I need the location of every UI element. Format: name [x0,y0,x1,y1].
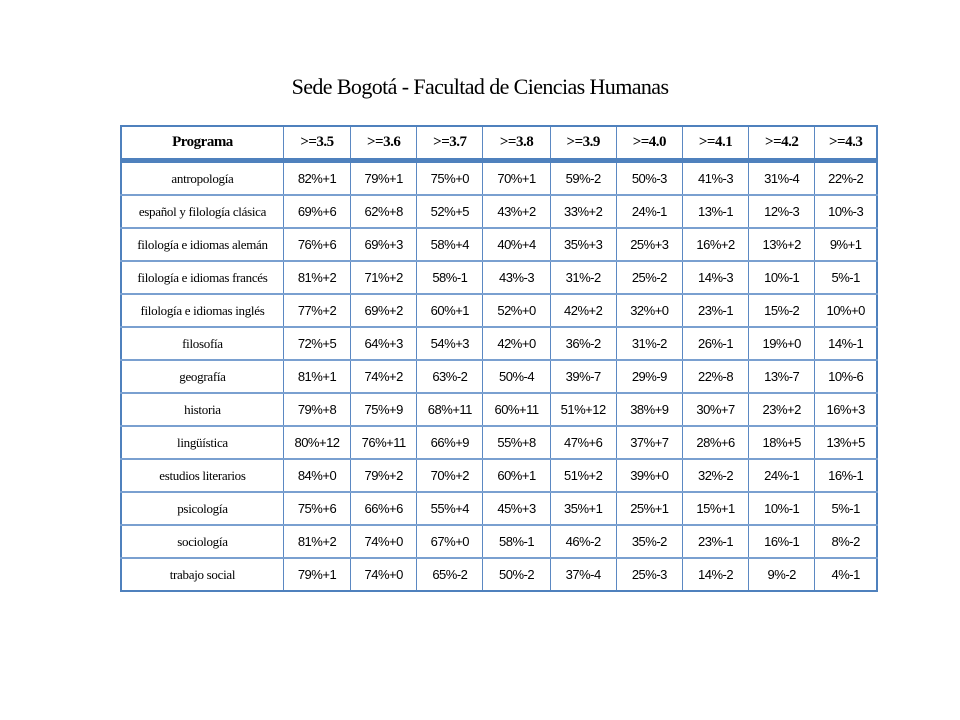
table-row [121,294,877,327]
program-name-cell: geografía [121,360,283,393]
table-row [121,261,877,294]
percentage-cell: 74%+0 [351,558,417,591]
percentage-cell: 55%+4 [417,492,483,525]
percentage-cell: 42%+0 [483,327,550,360]
percentage-cell: 25%+1 [616,492,682,525]
percentage-cell: 69%+3 [351,228,417,261]
program-name-cell: antropología [121,161,283,196]
column-header-programa: Programa [121,126,283,161]
percentage-cell: 35%-2 [616,525,682,558]
percentage-cell: 79%+1 [283,558,350,591]
table-row [121,228,877,261]
percentage-cell: 14%-1 [815,327,877,360]
percentage-cell: 45%+3 [483,492,550,525]
percentage-cell: 76%+11 [351,426,417,459]
percentage-cell: 58%+4 [417,228,483,261]
percentage-cell: 71%+2 [351,261,417,294]
percentage-cell: 31%-2 [616,327,682,360]
column-header-threshold: >=3.6 [351,126,417,161]
percentage-cell: 77%+2 [283,294,350,327]
percentage-cell: 43%+2 [483,195,550,228]
percentage-cell: 13%+5 [815,426,877,459]
percentage-cell: 46%-2 [550,525,616,558]
percentage-cell: 51%+12 [550,393,616,426]
percentage-cell: 68%+11 [417,393,483,426]
percentage-cell: 18%+5 [749,426,815,459]
percentage-cell: 50%-3 [616,161,682,196]
percentage-cell: 32%-2 [682,459,748,492]
percentage-cell: 70%+2 [417,459,483,492]
table-body [121,161,877,592]
percentage-cell: 75%+6 [283,492,350,525]
percentage-cell: 16%-1 [815,459,877,492]
column-header-threshold: >=4.2 [749,126,815,161]
percentage-cell: 65%-2 [417,558,483,591]
percentage-cell: 79%+1 [351,161,417,196]
percentage-cell: 58%-1 [483,525,550,558]
table-row [121,195,877,228]
percentage-cell: 64%+3 [351,327,417,360]
table-row [121,360,877,393]
program-name-cell: trabajo social [169,566,236,582]
percentage-cell: 10%+0 [815,294,877,327]
program-name-cell: lingüística [121,426,283,459]
percentage-cell: 55%+8 [483,426,550,459]
percentage-cell: 22%-2 [815,161,877,196]
program-name-cell: filología e idiomas francés [121,261,283,294]
program-name-cell: sociología [121,525,283,558]
percentage-cell: 9%-2 [749,558,815,591]
percentage-cell: 36%-2 [550,327,616,360]
table-header-row [121,126,877,161]
percentage-cell: 13%-7 [749,360,815,393]
percentage-cell: 60%+11 [483,393,550,426]
percentage-cell: 24%-1 [616,195,682,228]
percentage-cell: 33%+2 [550,195,616,228]
program-name-cell: estudios literarios [121,459,283,492]
percentage-cell: 16%-1 [749,525,815,558]
percentage-cell: 10%-3 [815,195,877,228]
percentage-cell: 31%-2 [550,261,616,294]
percentage-cell: 22%-8 [682,360,748,393]
percentage-cell: 84%+0 [283,459,350,492]
percentage-cell: 14%-3 [682,261,748,294]
percentage-cell: 42%+2 [550,294,616,327]
percentage-cell: 25%+3 [616,228,682,261]
percentage-cell: 81%+2 [283,261,350,294]
percentage-cell: 23%+2 [749,393,815,426]
percentage-cell: 81%+2 [283,525,350,558]
percentage-cell: 52%+0 [483,294,550,327]
percentage-cell: 41%-3 [682,161,748,196]
percentage-cell: 31%-4 [749,161,815,196]
table-row [121,558,877,591]
percentage-cell: 69%+2 [351,294,417,327]
column-header-threshold: >=3.8 [483,126,550,161]
percentage-cell: 13%+2 [749,228,815,261]
program-name-cell: filología e idiomas inglés [121,294,283,327]
table-row [121,393,877,426]
percentage-cell: 52%+5 [417,195,483,228]
percentage-cell: 8%-2 [815,525,877,558]
column-header-threshold: >=3.5 [283,126,350,161]
program-name-cell: historia [121,393,283,426]
program-name-cell: psicología [121,492,283,525]
percentage-cell: 76%+6 [283,228,350,261]
percentage-cell: 40%+4 [483,228,550,261]
table-row [121,161,877,196]
percentage-cell: 16%+3 [815,393,877,426]
percentage-cell: 10%-1 [749,261,815,294]
percentage-cell: 13%-1 [682,195,748,228]
percentage-cell: 81%+1 [283,360,350,393]
results-table [120,125,878,592]
percentage-cell: 39%-7 [550,360,616,393]
column-header-threshold: >=4.3 [815,126,877,161]
percentage-cell: 39%+0 [616,459,682,492]
percentage-cell: 79%+2 [351,459,417,492]
percentage-cell: 23%-1 [682,525,748,558]
percentage-cell: 82%+1 [283,161,350,196]
column-header-threshold: >=3.7 [417,126,483,161]
percentage-cell: 38%+9 [616,393,682,426]
percentage-cell: 74%+2 [351,360,417,393]
percentage-cell: 75%+0 [417,161,483,196]
table-row [121,492,877,525]
percentage-cell: 5%-1 [815,492,877,525]
percentage-cell: 60%+1 [483,459,550,492]
percentage-cell: 70%+1 [483,161,550,196]
percentage-cell: 25%-3 [616,558,682,591]
percentage-cell: 50%-4 [483,360,550,393]
percentage-cell: 47%+6 [550,426,616,459]
percentage-cell: 37%-4 [550,558,616,591]
percentage-cell: 30%+7 [682,393,748,426]
percentage-cell: 54%+3 [417,327,483,360]
percentage-cell: 35%+1 [550,492,616,525]
percentage-cell: 58%-1 [417,261,483,294]
page-title: Sede Bogotá - Facultad de Ciencias Humanas [291,74,669,99]
percentage-cell: 60%+1 [417,294,483,327]
column-header-threshold: >=4.1 [682,126,748,161]
percentage-cell: 43%-3 [483,261,550,294]
percentage-cell: 26%-1 [682,327,748,360]
percentage-cell: 66%+9 [417,426,483,459]
table-row [121,426,877,459]
percentage-cell: 50%-2 [483,558,550,591]
program-name-cell: filología e idiomas alemán [121,228,283,261]
percentage-cell: 10%-6 [815,360,877,393]
program-name-cell: español y filología clásica [121,195,283,228]
percentage-cell: 23%-1 [682,294,748,327]
percentage-cell: 28%+6 [682,426,748,459]
program-name-cell: filosofía [121,327,283,360]
percentage-cell: 12%-3 [749,195,815,228]
percentage-cell: 24%-1 [749,459,815,492]
percentage-cell: 10%-1 [749,492,815,525]
table-row [121,525,877,558]
percentage-cell: 9%+1 [815,228,877,261]
percentage-cell: 15%+1 [682,492,748,525]
percentage-cell: 51%+2 [550,459,616,492]
percentage-cell: 79%+8 [283,393,350,426]
percentage-cell: 5%-1 [815,261,877,294]
percentage-cell: 14%-2 [682,558,748,591]
percentage-cell: 63%-2 [417,360,483,393]
percentage-cell: 29%-9 [616,360,682,393]
percentage-cell: 32%+0 [616,294,682,327]
percentage-cell: 66%+6 [351,492,417,525]
percentage-cell: 59%-2 [550,161,616,196]
percentage-cell: 15%-2 [749,294,815,327]
percentage-cell: 75%+9 [351,393,417,426]
percentage-cell: 80%+12 [283,426,350,459]
percentage-cell: 72%+5 [283,327,350,360]
percentage-cell: 69%+6 [283,195,350,228]
percentage-cell: 19%+0 [749,327,815,360]
percentage-cell: 74%+0 [351,525,417,558]
percentage-cell: 35%+3 [550,228,616,261]
percentage-cell: 16%+2 [682,228,748,261]
percentage-cell: 37%+7 [616,426,682,459]
percentage-cell: 25%-2 [616,261,682,294]
percentage-cell: 62%+8 [351,195,417,228]
percentage-cell: 67%+0 [417,525,483,558]
column-header-threshold: >=3.9 [550,126,616,161]
percentage-cell: 4%-1 [815,558,877,591]
table-row [121,459,877,492]
column-header-threshold: >=4.0 [616,126,682,161]
table-row [121,327,877,360]
